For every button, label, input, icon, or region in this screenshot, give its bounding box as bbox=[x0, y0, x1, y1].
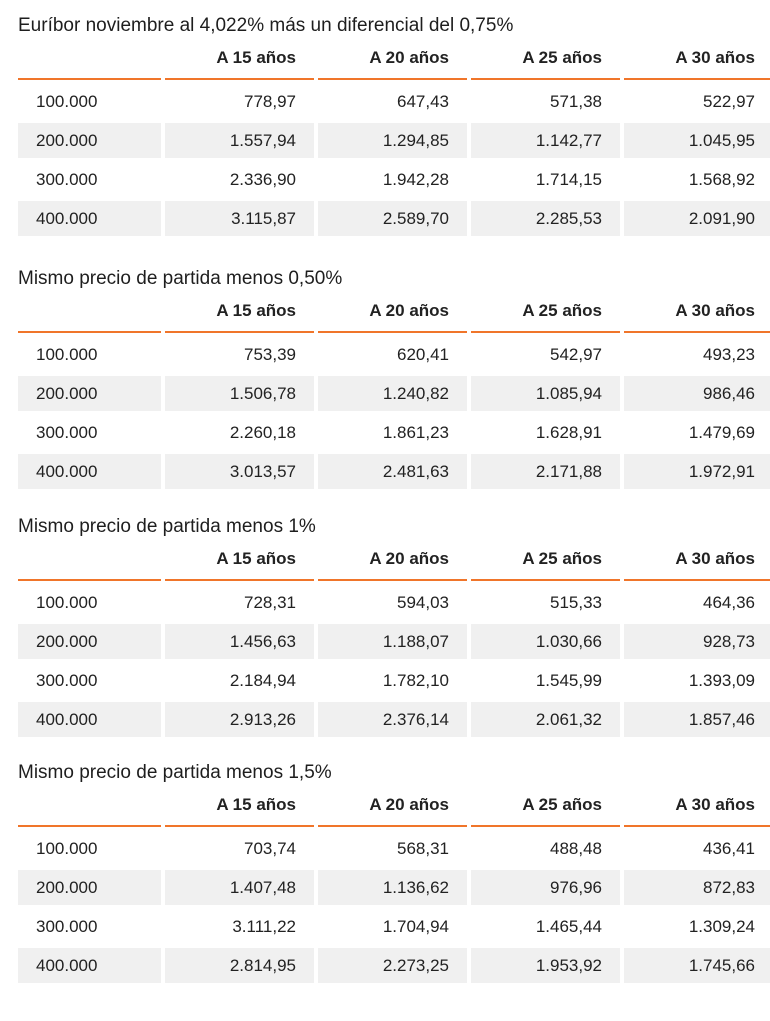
value-cell: 2.184,94 bbox=[229, 671, 296, 690]
value-cell: 1.568,92 bbox=[688, 170, 755, 189]
table-row bbox=[18, 870, 770, 905]
table-row bbox=[18, 454, 770, 489]
value-cell: 2.814,95 bbox=[165, 948, 314, 983]
value-cell: 620,41 bbox=[397, 345, 449, 364]
header-cell-20: A 20 años bbox=[318, 38, 467, 80]
value-cell: 1.628,91 bbox=[535, 423, 602, 442]
header-row bbox=[18, 291, 770, 333]
value-cell: 1.861,23 bbox=[382, 423, 449, 442]
header-cell-20: A 20 años bbox=[318, 291, 467, 333]
header-row bbox=[18, 38, 770, 80]
header-cell-amount bbox=[18, 38, 161, 80]
header-cell-amount bbox=[18, 291, 161, 333]
header-cell-30: A 30 años bbox=[624, 539, 770, 581]
value-cell: 522,97 bbox=[703, 92, 755, 111]
table-row bbox=[18, 831, 770, 866]
value-cell: 1.142,77 bbox=[471, 123, 620, 158]
mortgage-table bbox=[14, 785, 770, 983]
value-cell: 1.782,10 bbox=[382, 671, 449, 690]
amount-cell: 400.000 bbox=[18, 201, 161, 236]
header-cell-30: A 30 años bbox=[624, 38, 770, 80]
table-row bbox=[18, 376, 770, 411]
value-cell: 1.085,94 bbox=[471, 376, 620, 411]
table-row bbox=[18, 201, 770, 236]
value-cell: 2.913,26 bbox=[165, 702, 314, 737]
value-cell: 986,46 bbox=[624, 376, 770, 411]
amount-cell: 100.000 bbox=[36, 839, 98, 858]
section-title: Mismo precio de partida menos 1,5% bbox=[18, 762, 332, 783]
table-row bbox=[18, 585, 770, 620]
amount-cell: 300.000 bbox=[36, 917, 98, 936]
header-cell-25: A 25 años bbox=[471, 291, 620, 333]
amount-cell: 100.000 bbox=[36, 92, 98, 111]
value-cell: 1.045,95 bbox=[624, 123, 770, 158]
value-cell: 1.465,44 bbox=[535, 917, 602, 936]
header-cell-15: A 15 años bbox=[165, 38, 314, 80]
header-cell-30: A 30 años bbox=[624, 291, 770, 333]
amount-cell: 400.000 bbox=[18, 454, 161, 489]
value-cell: 1.393,09 bbox=[688, 671, 755, 690]
section-title: Mismo precio de partida menos 1% bbox=[18, 516, 316, 537]
value-cell: 928,73 bbox=[624, 624, 770, 659]
header-cell-15: A 15 años bbox=[165, 291, 314, 333]
amount-cell: 100.000 bbox=[36, 345, 98, 364]
value-cell: 464,36 bbox=[703, 593, 755, 612]
table-section-euribor bbox=[18, 14, 764, 236]
value-cell: 3.111,22 bbox=[232, 917, 296, 936]
mortgage-table bbox=[14, 291, 770, 489]
value-cell: 515,33 bbox=[550, 593, 602, 612]
value-cell: 1.506,78 bbox=[165, 376, 314, 411]
header-cell-15: A 15 años bbox=[165, 785, 314, 827]
value-cell: 1.407,48 bbox=[165, 870, 314, 905]
value-cell: 1.942,28 bbox=[382, 170, 449, 189]
value-cell: 1.704,94 bbox=[382, 917, 449, 936]
section-title: Euríbor noviembre al 4,022% más un diferencial del 0,75% bbox=[18, 15, 514, 36]
amount-cell: 300.000 bbox=[36, 170, 98, 189]
value-cell: 1.456,63 bbox=[165, 624, 314, 659]
value-cell: 1.188,07 bbox=[318, 624, 467, 659]
value-cell: 1.309,24 bbox=[688, 917, 755, 936]
value-cell: 493,23 bbox=[703, 345, 755, 364]
header-row bbox=[18, 539, 770, 581]
value-cell: 976,96 bbox=[471, 870, 620, 905]
header-cell-30: A 30 años bbox=[624, 785, 770, 827]
value-cell: 1.294,85 bbox=[318, 123, 467, 158]
value-cell: 753,39 bbox=[244, 345, 296, 364]
value-cell: 1.972,91 bbox=[624, 454, 770, 489]
amount-cell: 100.000 bbox=[36, 593, 98, 612]
page bbox=[0, 14, 770, 983]
value-cell: 1.953,92 bbox=[471, 948, 620, 983]
value-cell: 1.745,66 bbox=[624, 948, 770, 983]
value-cell: 1.557,94 bbox=[165, 123, 314, 158]
amount-cell: 400.000 bbox=[18, 702, 161, 737]
value-cell: 728,31 bbox=[244, 593, 296, 612]
amount-cell: 300.000 bbox=[36, 423, 98, 442]
value-cell: 2.285,53 bbox=[471, 201, 620, 236]
value-cell: 2.376,14 bbox=[318, 702, 467, 737]
header-cell-25: A 25 años bbox=[471, 539, 620, 581]
table-row bbox=[18, 663, 770, 698]
header-row bbox=[18, 785, 770, 827]
value-cell: 542,97 bbox=[550, 345, 602, 364]
table-section-minus-15 bbox=[18, 761, 764, 983]
value-cell: 2.171,88 bbox=[471, 454, 620, 489]
table-row bbox=[18, 948, 770, 983]
table-row bbox=[18, 909, 770, 944]
value-cell: 2.260,18 bbox=[229, 423, 296, 442]
value-cell: 778,97 bbox=[244, 92, 296, 111]
value-cell: 1.136,62 bbox=[318, 870, 467, 905]
header-cell-15: A 15 años bbox=[165, 539, 314, 581]
value-cell: 1.714,15 bbox=[535, 170, 602, 189]
amount-cell: 200.000 bbox=[18, 624, 161, 659]
value-cell: 2.589,70 bbox=[318, 201, 467, 236]
value-cell: 647,43 bbox=[397, 92, 449, 111]
value-cell: 2.091,90 bbox=[624, 201, 770, 236]
table-row bbox=[18, 415, 770, 450]
value-cell: 488,48 bbox=[550, 839, 602, 858]
value-cell: 2.481,63 bbox=[318, 454, 467, 489]
value-cell: 2.336,90 bbox=[229, 170, 296, 189]
amount-cell: 200.000 bbox=[18, 123, 161, 158]
table-section-minus-1 bbox=[18, 515, 764, 737]
value-cell: 571,38 bbox=[550, 92, 602, 111]
value-cell: 2.061,32 bbox=[471, 702, 620, 737]
header-cell-20: A 20 años bbox=[318, 539, 467, 581]
value-cell: 3.013,57 bbox=[165, 454, 314, 489]
value-cell: 1.545,99 bbox=[535, 671, 602, 690]
value-cell: 1.857,46 bbox=[624, 702, 770, 737]
value-cell: 436,41 bbox=[703, 839, 755, 858]
value-cell: 2.273,25 bbox=[318, 948, 467, 983]
value-cell: 1.030,66 bbox=[471, 624, 620, 659]
header-cell-25: A 25 años bbox=[471, 785, 620, 827]
header-cell-amount bbox=[18, 539, 161, 581]
amount-cell: 400.000 bbox=[18, 948, 161, 983]
amount-cell: 200.000 bbox=[18, 376, 161, 411]
header-cell-amount bbox=[18, 785, 161, 827]
table-row bbox=[18, 162, 770, 197]
value-cell: 1.240,82 bbox=[318, 376, 467, 411]
header-cell-20: A 20 años bbox=[318, 785, 467, 827]
table-row bbox=[18, 702, 770, 737]
amount-cell: 300.000 bbox=[36, 671, 98, 690]
value-cell: 594,03 bbox=[397, 593, 449, 612]
value-cell: 703,74 bbox=[244, 839, 296, 858]
section-title: Mismo precio de partida menos 0,50% bbox=[18, 268, 343, 289]
mortgage-table bbox=[14, 38, 770, 236]
value-cell: 568,31 bbox=[397, 839, 449, 858]
value-cell: 1.479,69 bbox=[688, 423, 755, 442]
header-cell-25: A 25 años bbox=[471, 38, 620, 80]
table-row bbox=[18, 337, 770, 372]
table-row bbox=[18, 123, 770, 158]
table-row bbox=[18, 84, 770, 119]
value-cell: 872,83 bbox=[624, 870, 770, 905]
mortgage-table bbox=[14, 539, 770, 737]
table-section-minus-050 bbox=[18, 267, 764, 489]
amount-cell: 200.000 bbox=[18, 870, 161, 905]
value-cell: 3.115,87 bbox=[165, 201, 314, 236]
table-row bbox=[18, 624, 770, 659]
